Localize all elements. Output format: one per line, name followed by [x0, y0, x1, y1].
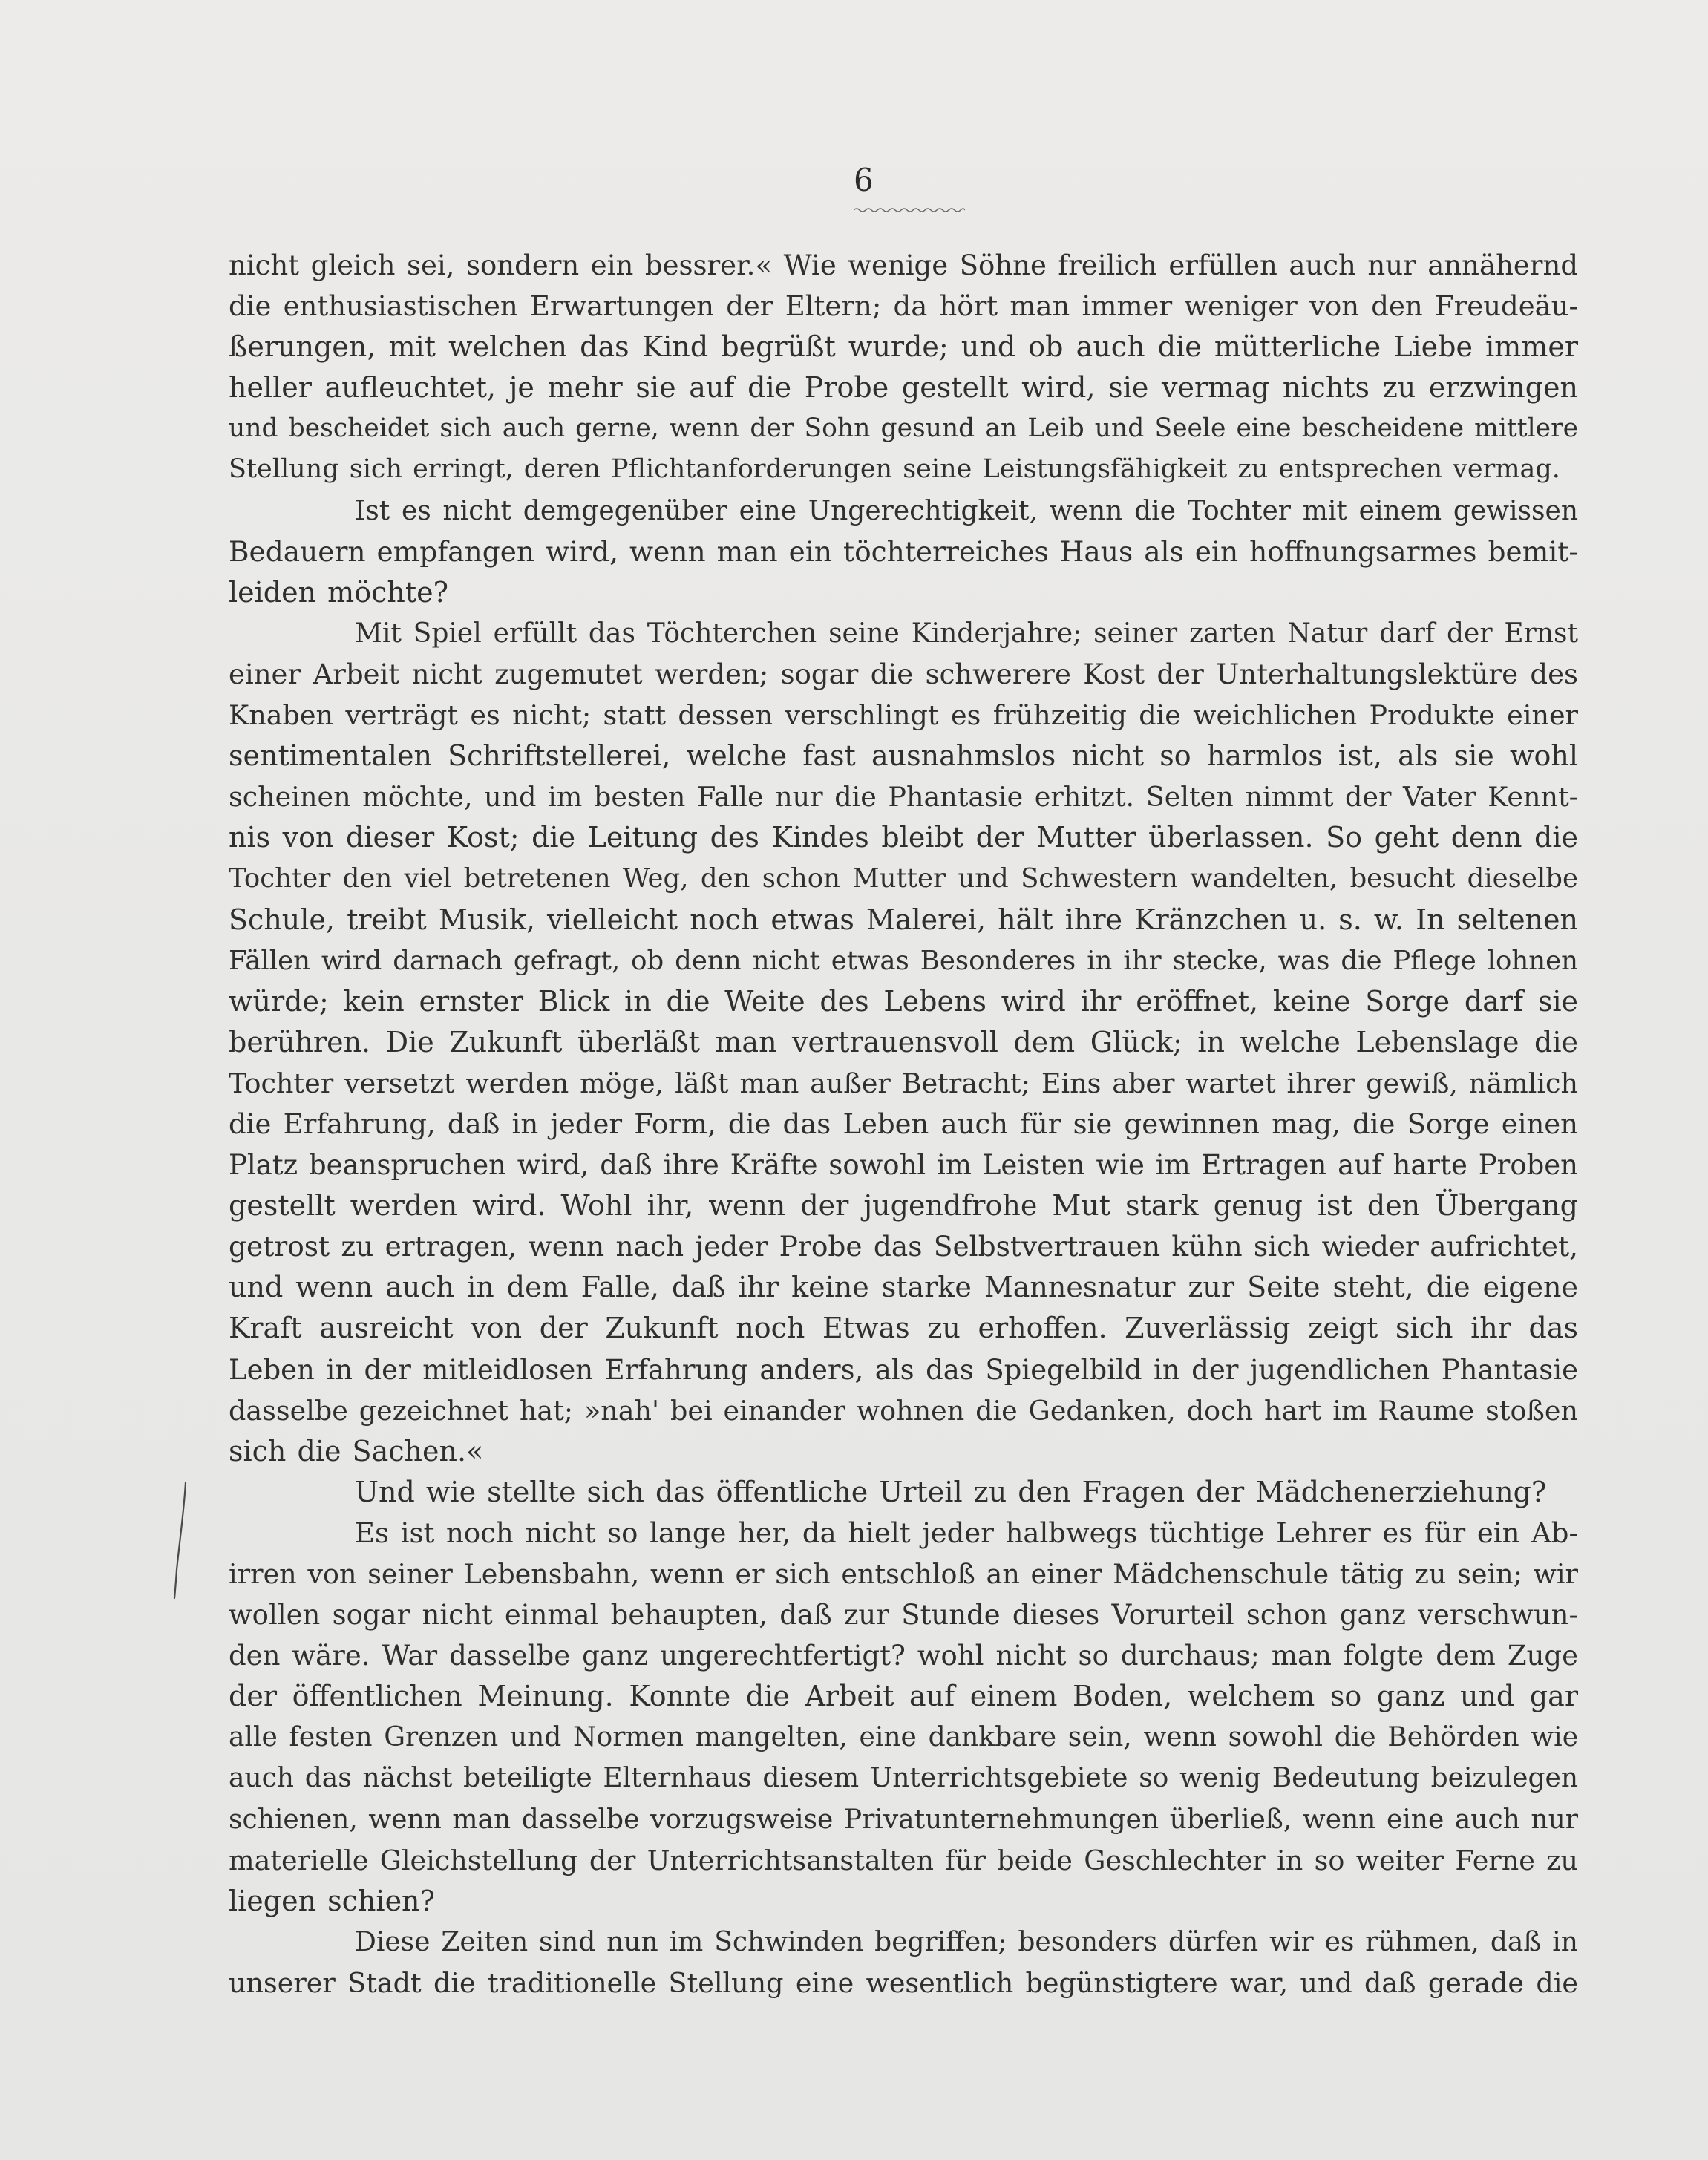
text-line: Knaben verträgt es nicht; statt dessen verschlingt es frühzeitig die weichlichen Produkte einer — [229, 699, 1578, 732]
text-line: Bedauern empfangen wird, wenn man ein töchterreiches Haus als ein hoffnungsarmes bemit- — [229, 534, 1578, 568]
text-line: und bescheidet sich auch gerne, wenn der Sohn gesund an Leib und Seele eine bescheidene mittlere — [229, 413, 1578, 444]
text-line: ßerungen, mit welchen das Kind begrüßt wurde; und ob auch die mütterliche Liebe immer — [229, 330, 1578, 364]
text-line: Kraft ausreicht von der Zukunft noch Etwas zu erhoffen. Zuverlässig zeigt sich ihr das — [229, 1312, 1578, 1345]
text-line: die Erfahrung, daß in jeder Form, die das Leben auch für sie gewinnen mag, die Sorge einen — [229, 1107, 1578, 1140]
text-line: die enthusiastischen Erwartungen der Eltern; da hört man immer weniger von den Freudeäu- — [229, 290, 1578, 323]
text-line: Diese Zeiten sind nun im Schwinden begriffen; besonders dürfen wir es rühmen, daß in — [355, 1926, 1578, 1957]
text-line: Es ist noch nicht so lange her, da hielt jeder halbwegs tüchtige Lehrer es für ein Ab- — [355, 1516, 1578, 1549]
text-line: sentimentalen Schriftstellerei, welche fast ausnahmslos nicht so harmlos ist, als sie wohl — [229, 739, 1578, 773]
page-number: 6 — [854, 162, 874, 198]
text-line: Mit Spiel erfüllt das Töchterchen seine Kinderjahre; seiner zarten Natur darf der Ernst — [355, 618, 1578, 649]
text-line: heller aufleuchtet, je mehr sie auf die Probe gestellt wird, sie vermag nichts zu erzwingen — [229, 371, 1578, 405]
text-line: nis von dieser Kost; die Leitung des Kindes bleibt der Mutter überlassen. So geht denn die — [229, 821, 1578, 854]
text-line: irren von seiner Lebensbahn, wenn er sich entschloß an einer Mädchenschule tätig zu sein; wir — [229, 1558, 1578, 1590]
text-line: würde; kein ernster Blick in die Weite des Lebens wird ihr eröffnet, keine Sorge darf sie — [229, 984, 1578, 1018]
text-line: der öffentlichen Meinung. Konnte die Arbeit auf einem Boden, welchem so ganz und gar — [229, 1680, 1578, 1713]
text-line: Tochter den viel betretenen Weg, den schon Mutter und Schwestern wandelten, besucht dieselbe — [229, 863, 1578, 894]
text-line: getrost zu ertragen, wenn nach jeder Probe das Selbstvertrauen kühn sich wieder aufrichtet, — [229, 1230, 1578, 1263]
text-line: gestellt werden wird. Wohl ihr, wenn der jugendfrohe Mut stark genug ist den Übergang — [229, 1189, 1578, 1223]
text-line: Fällen wird darnach gefragt, ob denn nicht etwas Besonderes in ihr stecke, was die Pflege lohnen — [229, 945, 1578, 976]
text-line: Stellung sich erringt, deren Pflichtanforderungen seine Leistungsfähigkeit zu entsprechen vermag. — [229, 454, 1560, 485]
text-line: Und wie stellte sich das öffentliche Urteil zu den Fragen der Mädchenerziehung? — [355, 1475, 1547, 1508]
text-line: Platz beanspruchen wird, daß ihre Kräfte sowohl im Leisten wie im Ertragen auf harte Proben — [229, 1149, 1578, 1182]
text-line: leiden möchte? — [229, 575, 448, 609]
body-text — [229, 245, 1578, 2003]
text-line: und wenn auch in dem Falle, daß ihr keine starke Mannesnatur zur Seite steht, die eigene — [229, 1271, 1578, 1304]
text-line: Ist es nicht demgegenüber eine Ungerechtigkeit, wenn die Tochter mit einem gewissen — [355, 495, 1578, 526]
text-line: Tochter versetzt werden möge, läßt man außer Betracht; Eins aber wartet ihrer gewiß, nämlich — [229, 1067, 1578, 1099]
text-line: Schule, treibt Musik, vielleicht noch etwas Malerei, hält ihre Kränzchen u. s. w. In seltenen — [229, 903, 1578, 936]
text-line: sich die Sachen.« — [229, 1434, 484, 1467]
text-line: wollen sogar nicht einmal behaupten, daß zur Stunde dieses Vorurteil schon ganz verschwun- — [229, 1599, 1578, 1632]
text-line: liegen schien? — [229, 1884, 435, 1917]
text-line: Leben in der mitleidlosen Erfahrung anders, als das Spiegelbild in der jugendlichen Phantasie — [229, 1353, 1578, 1386]
text-line: berühren. Die Zukunft überläßt man vertrauensvoll dem Glück; in welche Lebenslage die — [229, 1025, 1578, 1058]
margin-pencil-mark — [172, 1481, 190, 1600]
text-line: unserer Stadt die traditionelle Stellung eine wesentlich begünstigtere war, und daß gerade die — [229, 1966, 1578, 1999]
text-line: alle festen Grenzen und Normen mangelten, eine dankbare sein, wenn sowohl die Behörden wie — [229, 1722, 1578, 1753]
text-line: materielle Gleichstellung der Unterrichtsanstalten für beide Geschlechter in so weiter Ferne zu — [229, 1844, 1578, 1876]
text-line: scheinen möchte, und im besten Falle nur die Phantasie erhitzt. Selten nimmt der Vater Kennt- — [229, 781, 1578, 814]
text-line: den wäre. War dasselbe ganz ungerechtfertigt? wohl nicht so durchaus; man folgte dem Zuge — [229, 1640, 1578, 1672]
page-number-underline-ornament — [854, 206, 965, 213]
text-line: auch das nächst beteiligte Elternhaus diesem Unterrichtsgebiete so wenig Bedeutung beizulegen — [229, 1763, 1578, 1794]
text-line: schienen, wenn man dasselbe vorzugsweise Privatunternehmungen überließ, wenn eine auch nur — [229, 1804, 1578, 1835]
text-line: nicht gleich sei, sondern ein bessrer.« Wie wenige Söhne freilich erfüllen auch nur annähernd — [229, 249, 1578, 281]
text-line: einer Arbeit nicht zugemutet werden; sogar die schwerere Kost der Unterhaltungslektüre des — [229, 658, 1578, 690]
text-line: dasselbe gezeichnet hat; »nah' bei einander wohnen die Gedanken, doch hart im Raume stoßen — [229, 1394, 1578, 1427]
